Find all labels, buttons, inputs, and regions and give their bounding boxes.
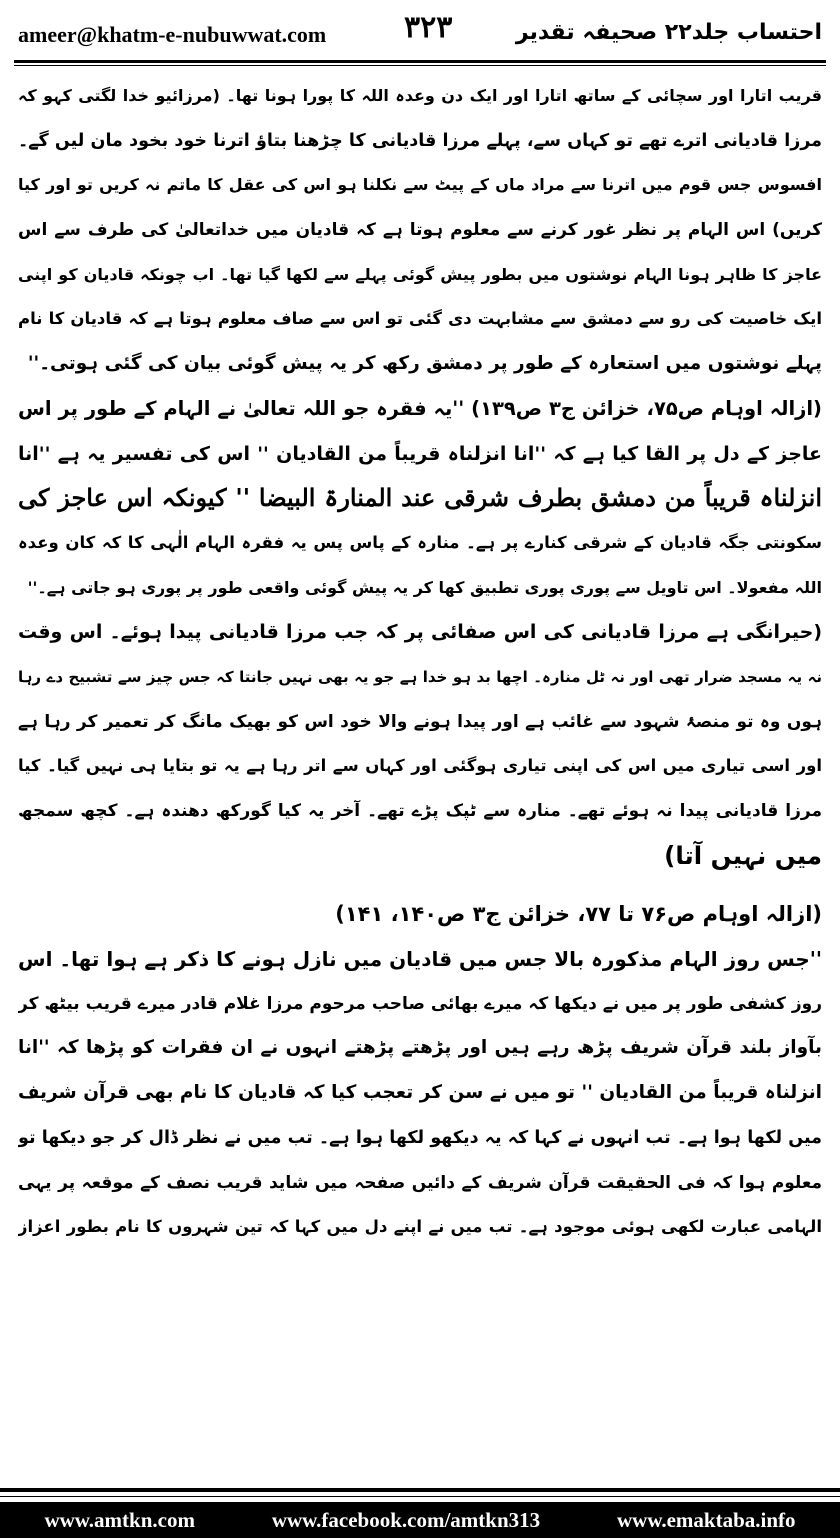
text-line: ہوں وہ تو منصۂ شہود سے غائب ہے اور پیدا ہونے والا خود اس کو بھیک مانگ کر تعمیر کر رہا ہے — [18, 711, 822, 732]
header-rule-thin — [14, 65, 826, 66]
text-line: قریب اتارا اور سچائی کے ساتھ اتارا اور ایک دن وعدہ اللہ کا پورا ہونا تھا۔ (مرزائیو خدا لگتی کہو کہ — [18, 86, 822, 105]
footer-rule-thin — [0, 1496, 840, 1497]
footer-link-amtkn[interactable]: www.amtkn.com — [44, 1508, 195, 1532]
reference-line: (ازالہ اوہام ص۷۶ تا ۷۷، خزائن ج۳ ص۱۴۰، ۱۴۱) — [335, 902, 822, 927]
text-line: بآواز بلند قرآن شریف پڑھ رہے ہیں اور پڑھتے پڑھتے انہوں نے ان فقرات کو پڑھا کہ ''انا — [18, 1037, 822, 1059]
footer-link-emaktaba[interactable]: www.emaktaba.info — [617, 1508, 796, 1532]
text-line: معلوم ہوا کہ فی الحقیقت قرآن شریف کے دائیں صفحہ میں شاید قریب نصف کے موقعہ پر یہی — [18, 1172, 822, 1193]
book-title: احتساب جلد۲۲ صحیفہ تقدیر — [515, 20, 822, 45]
footer-rule — [0, 1488, 840, 1492]
text-line: ایک خاصیت کی رو سے دمشق سے مشابہت دی گئی تو اس سے صاف معلوم ہوتا ہے کہ قادیان کا نام — [18, 309, 822, 329]
header-rule — [14, 60, 826, 63]
header-email[interactable]: ameer@khatm-e-nubuwwat.com — [18, 22, 327, 47]
text-line: کریں) اس الہام پر نظر غور کرنے سے معلوم ہوتا ہے کہ قادیان میں خداتعالیٰ کی طرف سے اس — [18, 220, 822, 241]
text-line: اور اسی تیاری میں اس کی اپنی تیاری ہوگئی اور کہاں سے اتر رہا ہے یہ تو بتایا ہی نہیں گیا۔ کیا — [18, 756, 822, 776]
page-number: ۳۲۳ — [404, 10, 453, 45]
page-body — [18, 74, 822, 1250]
text-line: (حیرانگی ہے مرزا قادیانی کی اس صفائی پر کہ جب مرزا قادیانی پیدا ہوئے۔ اس وقت — [18, 621, 822, 644]
page-header — [18, 10, 822, 54]
text-line: افسوس جس قوم میں اترنا سے مراد ماں کے پیٹ سے نکلنا ہو اس کی عقل کا ماتم نہ کریں تو اور کیا — [18, 175, 822, 195]
footer-link-facebook[interactable]: www.facebook.com/amtkn313 — [271, 1508, 541, 1532]
text-line: انزلناہ قریباً من القادیان '' تو میں نے سن کر تعجب کیا کہ قادیان کا نام بھی قرآن شریف — [18, 1082, 822, 1104]
text-line: اللہ مفعولا۔ اس تاویل سے پوری پوری تطبیق کھا کر یہ پیش گوئی واقعی طور پر پوری ہو جاتی ہے۔'' — [27, 577, 822, 597]
text-line: عاجز کے دل پر القا کیا ہے کہ ''انا انزلناہ قریباً من القادیان '' اس کی تفسیر یہ ہے ''انا — [18, 442, 822, 465]
page-footer — [0, 1502, 840, 1538]
text-line: نہ یہ مسجد ضرار تھی اور نہ ٹل منارہ۔ اچھا بد ہو خدا ہے جو یہ بھی نہیں جانتا کہ جس چیز سے تشبیح دے رہا — [18, 667, 822, 686]
reference-line: (ازالہ اوہام ص۷۵، خزائن ج۳ ص۱۳۹) ''یہ فقرہ جو اللہ تعالیٰ نے الہام کے طور پر اس — [18, 396, 822, 420]
text-line: انزلناہ قریباً من دمشق بطرف شرقی عند المنارۃ البیضا '' کیونکہ اس عاجز کی — [18, 483, 822, 513]
text-line: میں لکھا ہوا ہے۔ تب انہوں نے کہا کہ یہ دیکھو لکھا ہوا ہے۔ تب میں نے نظر ڈال کر جو دیکھا تو — [18, 1127, 822, 1148]
text-line: روز کشفی طور پر میں نے دیکھا کہ میرے بھائی صاحب مرحوم مرزا غلام قادر میرے قریب بیٹھ کر — [18, 993, 822, 1014]
text-line: ''جس روز الہام مذکورہ بالا جس میں قادیان میں نازل ہونے کا ذکر ہے ہوا تھا۔ اس — [18, 947, 822, 972]
text-line: سکونتی جگہ قادیان کے شرقی کنارے پر ہے۔ منارہ کے پاس پس یہ فقرہ الہام الٰہی کا کہ کان وعدہ — [18, 532, 822, 552]
text-line: مرزا قادیانی اترے تھے تو کہاں سے، پہلے مرزا قادیانی کا چڑھنا بتاؤ اترنا خود بخود مان لیں گے۔ — [18, 130, 822, 151]
text-line: عاجز کا ظاہر ہونا الہام نوشتوں میں بطور پیش گوئی پہلے سے لکھا گیا تھا۔ اب چونکہ قادیان کو اپنی — [18, 264, 822, 284]
text-line: مرزا قادیانی پیدا نہ ہوئے تھے۔ منارہ سے ٹپک پڑے تھے۔ آخر یہ کیا گورکھ دھندہ ہے۔ کچھ سمجھ — [18, 801, 822, 821]
text-line: میں نہیں آتا) — [664, 840, 822, 870]
text-line: الہامی عبارت لکھی ہوئی موجود ہے۔ تب میں نے اپنے دل میں کہا کہ تین شہروں کا نام بطور اعزاز — [18, 1217, 822, 1237]
text-line: پہلے نوشتوں میں استعارہ کے طور پر دمشق رکھ کر یہ پیش گوئی بیان کی گئی ہوتی۔'' — [27, 353, 822, 375]
